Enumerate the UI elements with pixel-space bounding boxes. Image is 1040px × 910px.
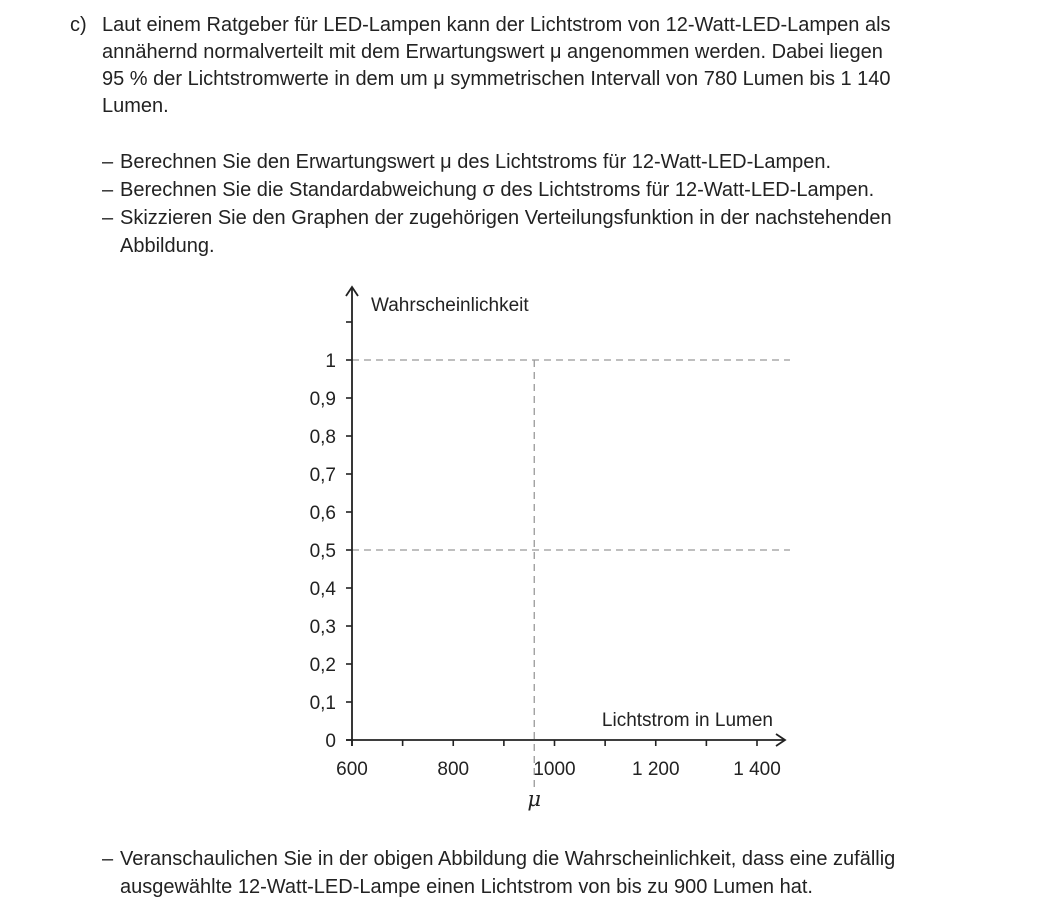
intro-line-1: Laut einem Ratgeber für LED-Lampen kann der Lichtstrom von 12-Watt-LED-Lampen als — [102, 14, 891, 36]
bullet-illustrate-probability — [102, 845, 1002, 901]
final-task — [102, 845, 1002, 901]
y-tick-label: 0,7 — [309, 465, 336, 486]
x-tick-label: 1000 — [533, 759, 576, 780]
y-tick-label: 0,1 — [309, 693, 336, 714]
y-tick-label: 0,8 — [309, 427, 336, 448]
bullet-text: Skizzieren Sie den Graphen der zugehörigen Verteilungsfunktion in der nachstehenden Abbildung. — [120, 207, 892, 257]
mu-label: μ — [527, 787, 542, 811]
x-tick-label: 1 400 — [733, 759, 781, 780]
y-tick-label: 0,6 — [309, 503, 336, 524]
y-tick-label: 0,4 — [309, 579, 336, 600]
y-tick-label: 0,5 — [309, 541, 336, 562]
bullet-dash: – — [102, 207, 114, 229]
y-tick-label: 1 — [325, 351, 336, 372]
y-tick-label: 0,2 — [309, 655, 336, 676]
y-tick-label: 0,3 — [309, 617, 336, 638]
bullet-text: Berechnen Sie die Standardabweichung σ des Lichtstroms für 12-Watt-LED-Lampen. — [120, 179, 875, 201]
bullet-dash: – — [102, 179, 114, 201]
y-axis-label: Wahrscheinlichkeit — [371, 295, 529, 316]
x-tick-label: 800 — [437, 759, 470, 780]
intro-line-3: 95 % der Lichtstromwerte in dem um μ symmetrischen Intervall von 780 Lumen bis 1 140 — [102, 68, 891, 90]
bullet-dash: – — [102, 848, 114, 870]
x-axis-label: Lichtstrom in Lumen — [601, 710, 773, 731]
y-tick-label: 0,9 — [309, 389, 336, 410]
bullet-text: Veranschaulichen Sie in der obigen Abbildung die Wahrscheinlichkeit, dass eine zufällig ausgewählte 12-Watt-LED-Lampe einen Lichtstrom von bis zu 900 Lumen hat. — [120, 848, 896, 898]
task-label: c) — [70, 14, 87, 36]
x-tick-label: 1 200 — [631, 759, 680, 780]
x-tick-label: 600 — [336, 759, 368, 780]
intro-line-4: Lumen. — [102, 95, 169, 117]
bullet-text: Berechnen Sie den Erwartungswert μ des Lichtstroms für 12-Watt-LED-Lampen. — [120, 151, 832, 173]
bullet-dash: – — [102, 151, 114, 173]
intro-line-2: annähernd normalverteilt mit dem Erwartungswert μ angenommen werden. Dabei liegen — [102, 41, 883, 63]
y-tick-label: 0 — [325, 731, 336, 752]
